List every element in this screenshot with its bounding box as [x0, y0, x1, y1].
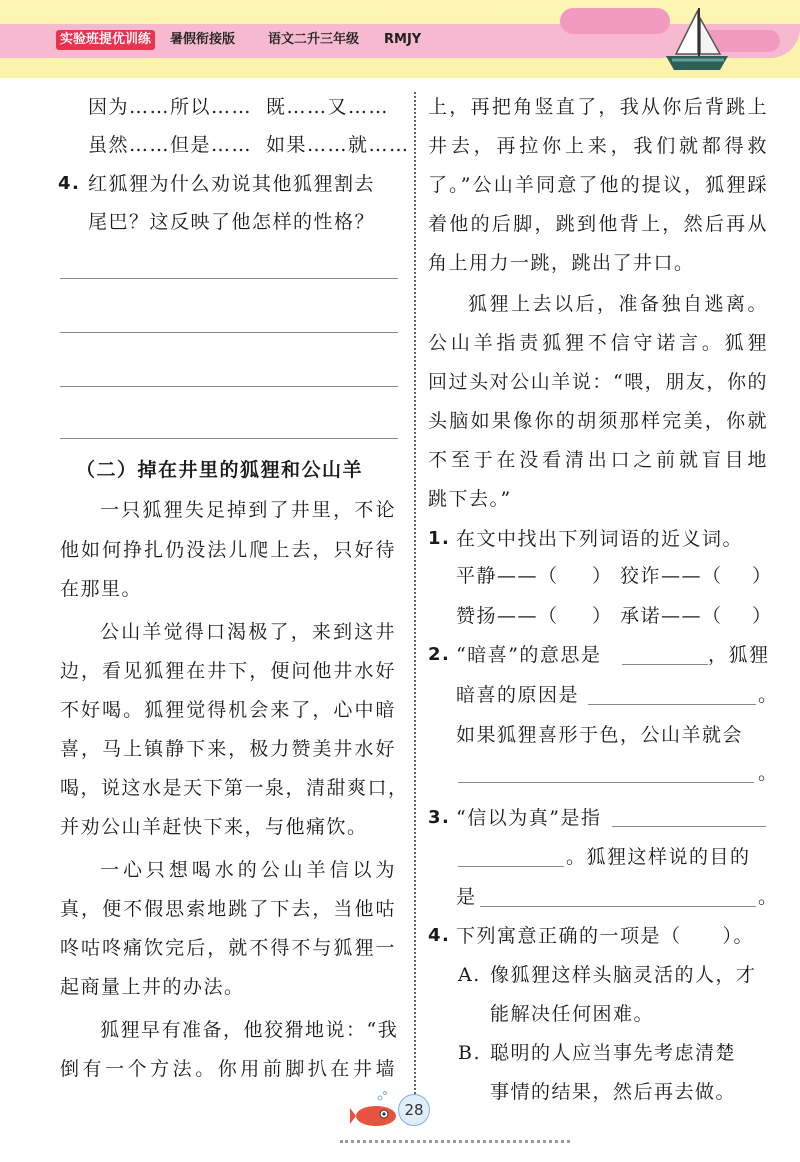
- sailboat-icon: [662, 4, 732, 76]
- passage-line: 不好喝。狐狸觉得机会来了，心中暗: [60, 699, 396, 721]
- synonym-prompt: 平静——（: [456, 565, 559, 587]
- passage-line: 不至于在没看清出口之前就盲目地: [428, 449, 768, 471]
- answer-blank[interactable]: [458, 782, 754, 783]
- passage-line: 他如何挣扎仍没法儿爬上去，只好待: [60, 539, 396, 561]
- passage-line: 并劝公山羊赶快下来，与他痛饮。: [60, 816, 368, 838]
- version-label: RMJY: [384, 32, 422, 47]
- answer-line[interactable]: [60, 332, 398, 333]
- synonym-close-paren: ）: [752, 605, 773, 627]
- option-a-text: 能解决任何困难。: [490, 1003, 655, 1025]
- passage-line: 了。”公山羊同意了他的提议，狐狸踩: [428, 174, 768, 196]
- option-a-text: 像狐狸这样头脑灵活的人，才: [490, 964, 757, 986]
- subject-label: 语文二升三年级: [268, 32, 360, 47]
- passage-line: 一心只想喝水的公山羊信以为: [100, 859, 396, 881]
- header-decoration: [560, 8, 670, 34]
- question-text: 暗喜的原因是: [456, 684, 580, 706]
- page-number: 28: [398, 1094, 430, 1126]
- passage-line: 回过头对公山羊说：“喂，朋友，你的: [428, 371, 768, 393]
- question-text: 红狐狸为什么劝说其他狐狸割去: [88, 173, 376, 195]
- question-number: 4.: [58, 173, 81, 194]
- edition-label: 暑假衔接版: [170, 32, 236, 47]
- period: 。: [758, 886, 779, 908]
- question-text: ，狐狸: [708, 644, 770, 666]
- option-b-text: 聪明的人应当事先考虑清楚: [490, 1042, 737, 1064]
- answer-blank[interactable]: [588, 704, 756, 705]
- question-number: 2.: [428, 644, 451, 665]
- passage-line: 跳下去。”: [428, 488, 512, 510]
- passage-line: 喜，马上镇静下来，极力赞美井水好: [60, 738, 396, 760]
- answer-blank[interactable]: [458, 866, 564, 867]
- conjunction-pair: 因为……所以……: [88, 96, 253, 118]
- synonym-close-paren: ）: [752, 565, 773, 587]
- conjunction-pair: 既……又……: [266, 96, 390, 118]
- passage-line: 狐狸早有准备，他狡猾地说：“我: [100, 1019, 399, 1041]
- page-header: [0, 0, 800, 78]
- answer-blank[interactable]: [622, 664, 708, 665]
- passage-line: 狐狸上去以后，准备独自逃离。: [468, 293, 768, 315]
- question-number: 3.: [428, 807, 451, 828]
- answer-blank[interactable]: [480, 906, 756, 907]
- question-number: 1.: [428, 528, 451, 549]
- passage-line: 真，便不假思索地跳了下去，当他咕: [60, 898, 396, 920]
- synonym-prompt: 承诺——（: [620, 605, 723, 627]
- footer-dots: [340, 1140, 570, 1147]
- answer-blank[interactable]: [612, 826, 766, 827]
- conjunction-pair: 虽然……但是……: [88, 134, 253, 156]
- submarine-fish-icon: [350, 1090, 402, 1130]
- question-text: 在文中找出下列词语的近义词。: [456, 528, 744, 550]
- passage-line: 着他的后脚，跳到他背上，然后再从: [428, 213, 768, 235]
- period: 。: [758, 684, 779, 706]
- option-label-a: A.: [458, 964, 481, 986]
- passage-line: 公山羊指责狐狸不信守诺言。狐狸: [428, 332, 768, 354]
- synonym-prompt: 赞扬——（: [456, 605, 559, 627]
- question-text: “暗喜”的意思是: [456, 644, 602, 666]
- question-text: 下列寓意正确的一项是（ ）。: [456, 925, 755, 947]
- synonym-prompt: 狡诈——（: [620, 565, 723, 587]
- question-number: 4.: [428, 925, 451, 946]
- passage-line: 咚咕咚痛饮完后，就不得不与狐狸一: [60, 937, 396, 959]
- passage-line: 公山羊觉得口渴极了，来到这井: [100, 621, 396, 643]
- question-text: 尾巴？这反映了他怎样的性格？: [88, 211, 376, 233]
- passage-line: 边，看见狐狸在井下，便问他井水好: [60, 660, 396, 682]
- answer-line[interactable]: [60, 278, 398, 279]
- conjunction-pair: 如果……就……: [266, 134, 410, 156]
- column-divider: [414, 92, 416, 1102]
- question-text: 如果狐狸喜形于色，公山羊就会: [456, 724, 744, 746]
- passage-line: 上，再把角竖直了，我从你后背跳上: [428, 96, 768, 118]
- question-text: “信以为真”是指: [456, 807, 602, 829]
- passage-line: 角上用力一跳，跳出了井口。: [428, 252, 695, 274]
- synonym-close-paren: ）: [592, 605, 613, 627]
- passage-line: 井去，再拉你上来，我们就都得救: [428, 135, 768, 157]
- option-label-b: B.: [458, 1042, 482, 1064]
- question-text: 是: [456, 886, 477, 908]
- passage-line: 倒有一个方法。你用前脚扒在井墙: [60, 1058, 396, 1080]
- option-b-text: 事情的结果，然后再去做。: [490, 1081, 737, 1103]
- synonym-close-paren: ）: [592, 565, 613, 587]
- answer-line[interactable]: [60, 386, 398, 387]
- passage-line: 一只狐狸失足掉到了井里，不论: [100, 499, 396, 521]
- passage-line: 在那里。: [60, 578, 143, 600]
- answer-line[interactable]: [60, 438, 398, 439]
- passage-line: 头脑如果像你的胡须那样完美，你就: [428, 410, 768, 432]
- question-text: 。狐狸这样说的目的: [566, 846, 751, 868]
- passage-line: 喝，说这水是天下第一泉，清甜爽口，: [60, 777, 409, 799]
- passage-title: （二）掉在井里的狐狸和公山羊: [76, 459, 364, 481]
- series-title: 实验班提优训练: [56, 30, 155, 50]
- passage-line: 起商量上井的办法。: [60, 976, 245, 998]
- period: 。: [758, 762, 779, 784]
